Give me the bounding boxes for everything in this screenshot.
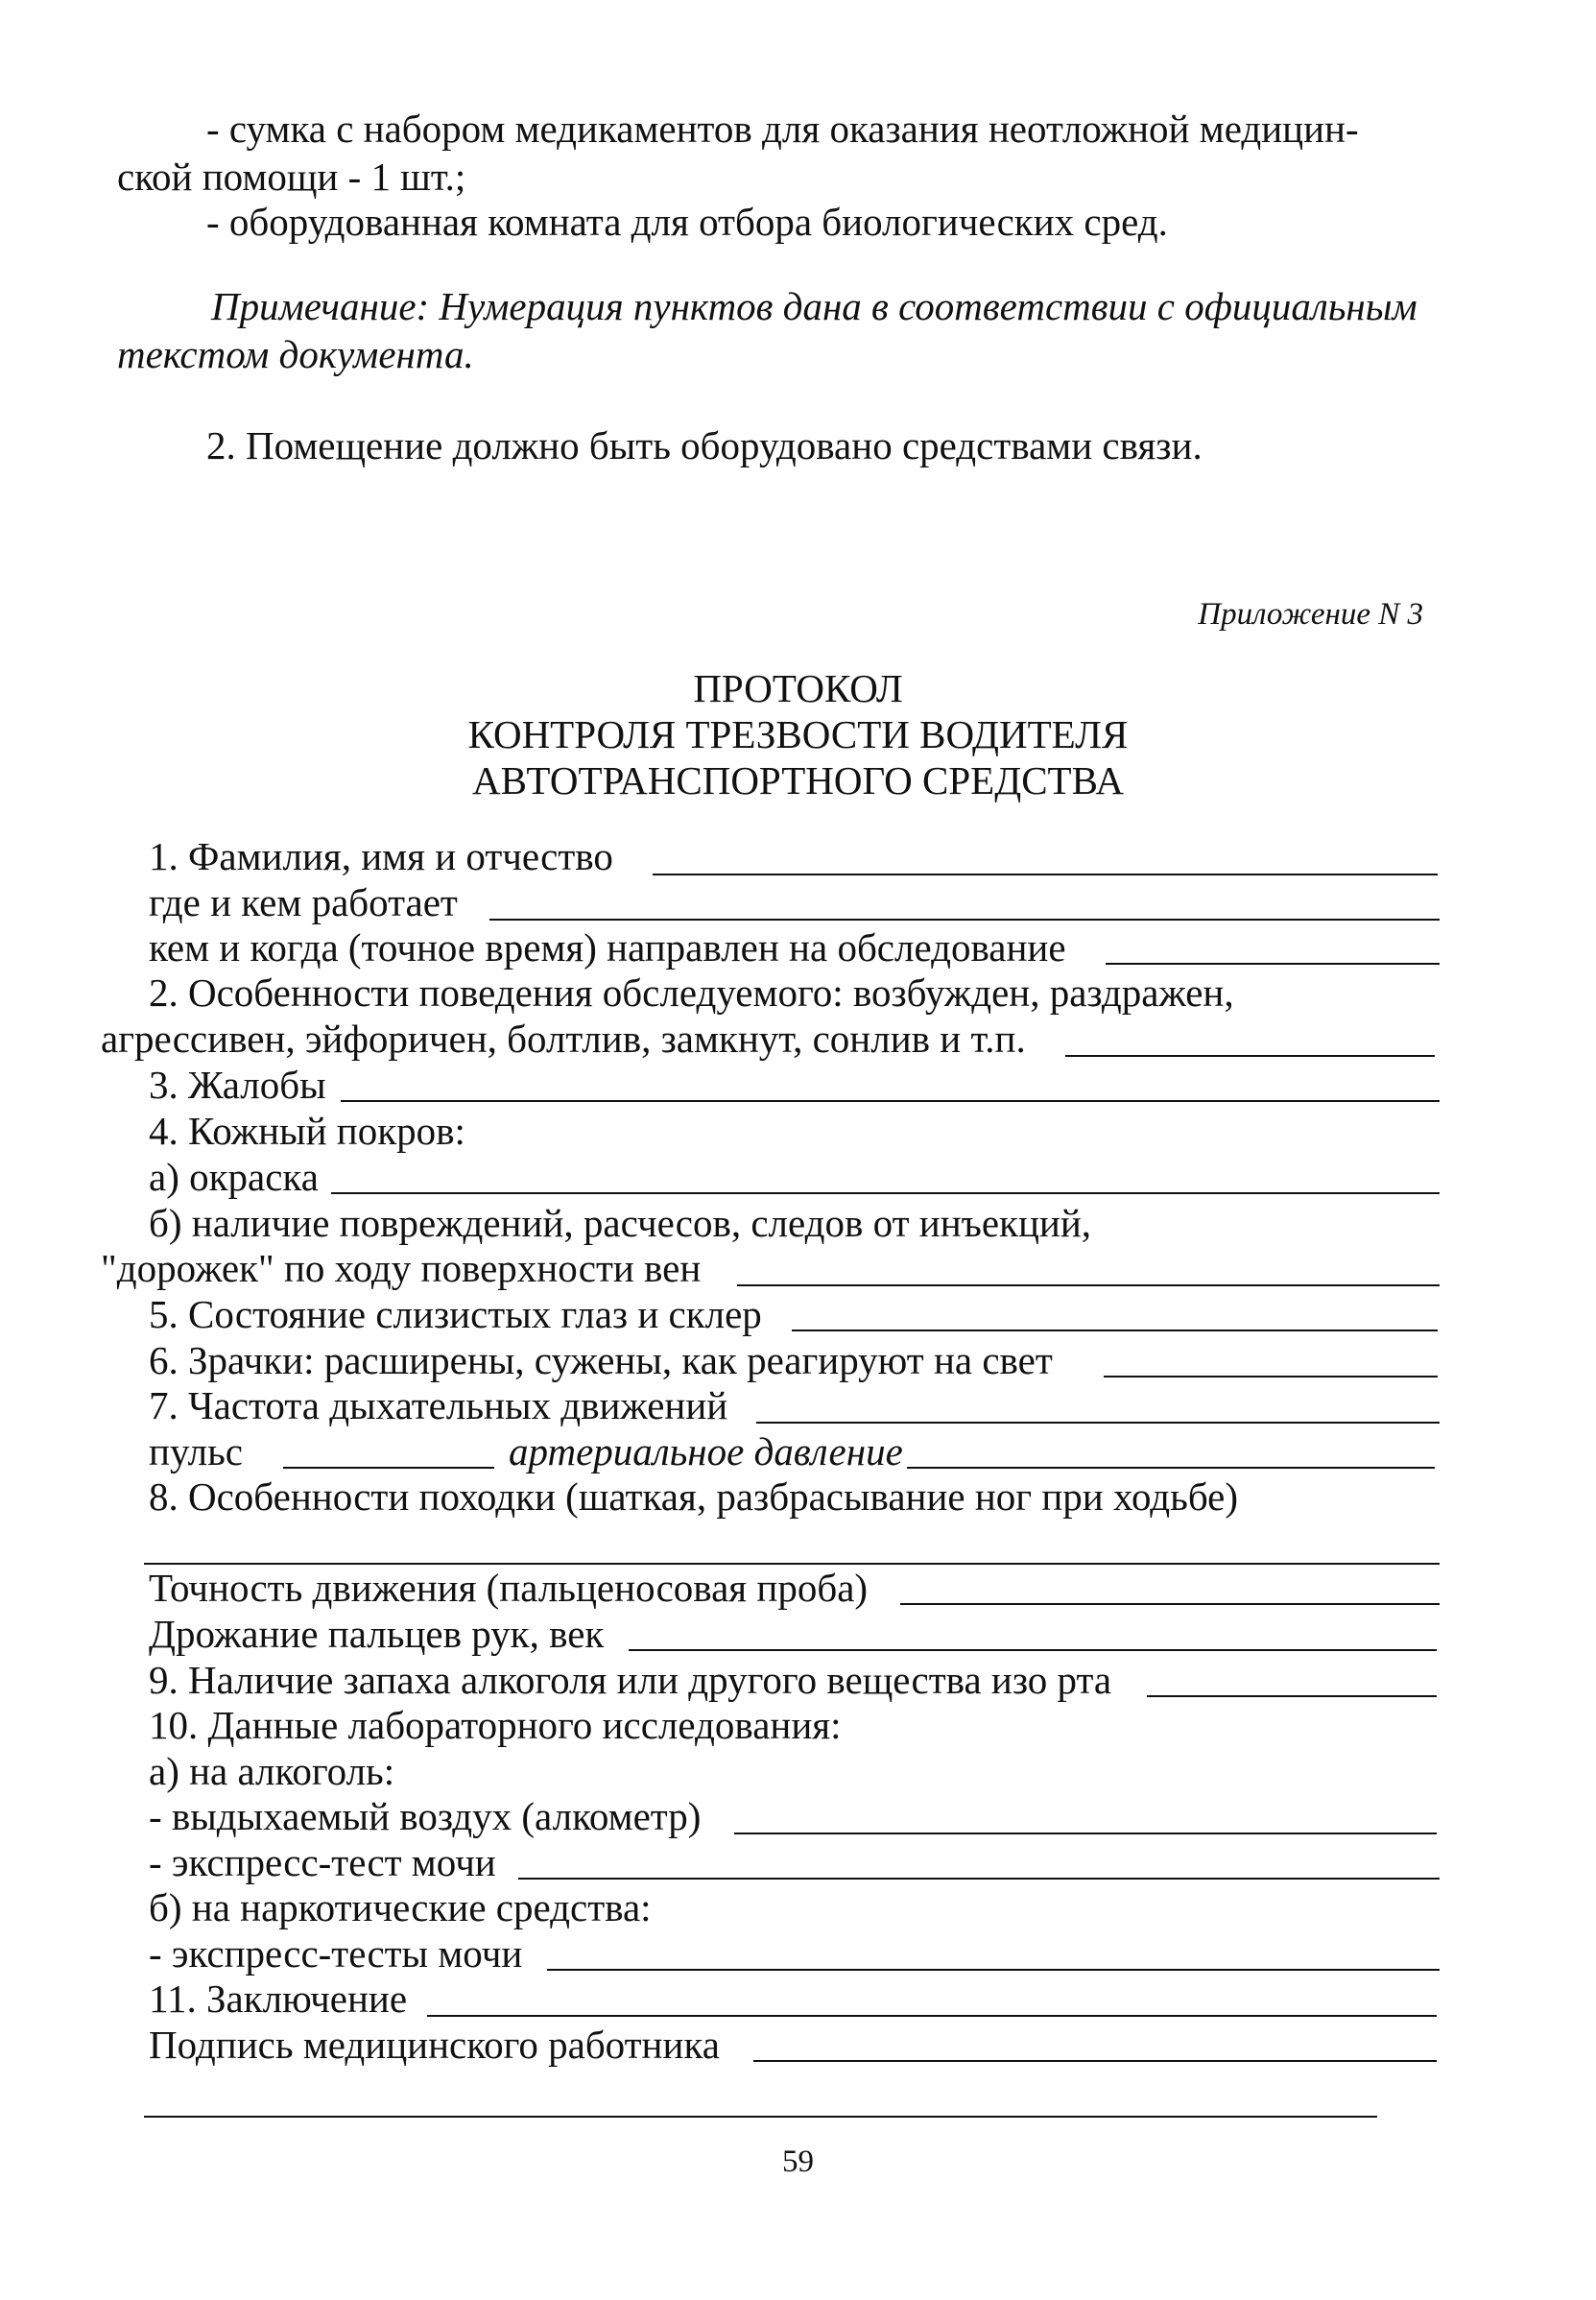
- field-1-work-label: где и кем работает: [149, 880, 458, 924]
- field-8-gait-label: 8. Особенности походки (шаткая, разбрасывание ног при ходьбе): [149, 1474, 1238, 1519]
- field-10a-urine-line[interactable]: [518, 1878, 1440, 1880]
- intro-line-3: - оборудованная комната для отбора биологических сред.: [206, 200, 1168, 244]
- field-4a-color-label: а) окраска: [149, 1155, 319, 1199]
- field-4b-damage-line[interactable]: [737, 1284, 1440, 1286]
- note-line-2: текстом документа.: [117, 332, 474, 376]
- appendix-label: Приложение N 3: [1198, 597, 1423, 632]
- field-5-mucosa-line[interactable]: [792, 1330, 1438, 1331]
- field-10b-urine-line[interactable]: [547, 1969, 1440, 1971]
- field-10a-urine-label: - экспресс-тест мочи: [149, 1840, 496, 1884]
- field-2-behavior-line[interactable]: [1065, 1055, 1435, 1057]
- field-9-odor-label: 9. Наличие запаха алкоголя или другого вещества изо рта: [149, 1658, 1112, 1702]
- field-10-lab-label: 10. Данные лабораторного исследования:: [149, 1703, 842, 1747]
- field-1-referral-label: кем и когда (точное время) направлен на обследование: [149, 925, 1066, 970]
- field-8-precision-line[interactable]: [900, 1603, 1440, 1605]
- field-10a-breath-label: - выдыхаемый воздух (алкометр): [149, 1794, 702, 1838]
- field-1-name-label: 1. Фамилия, имя и отчество: [149, 834, 613, 878]
- field-7-pulse-line[interactable]: [283, 1467, 494, 1469]
- field-11-extra-line[interactable]: [144, 2116, 1377, 2118]
- field-10b-urine-label: - экспресс-тесты мочи: [149, 1931, 523, 1976]
- page-number: 59: [782, 2144, 814, 2179]
- field-7-pressure-label: артериальное давление: [509, 1429, 903, 1473]
- field-8-tremor-label: Дрожание пальцев рук, век: [149, 1612, 605, 1656]
- field-2-behavior-line-2: агрессивен, эйфоричен, болтлив, замкнут, сонлив и т.п.: [101, 1017, 1026, 1061]
- field-5-mucosa-label: 5. Состояние слизистых глаз и склер: [149, 1292, 762, 1336]
- title-line-3: АВТОТРАНСПОРТНОГО СРЕДСТВА: [472, 758, 1124, 803]
- intro-line-2: ской помощи - 1 шт.;: [117, 155, 466, 199]
- field-4-skin-label: 4. Кожный покров:: [149, 1109, 465, 1153]
- field-6-pupils-line[interactable]: [1104, 1376, 1438, 1378]
- field-10b-drugs-label: б) на наркотические средства:: [149, 1885, 652, 1929]
- field-8-tremor-line[interactable]: [629, 1649, 1437, 1651]
- field-10a-breath-line[interactable]: [734, 1833, 1437, 1834]
- field-1-name-line[interactable]: [653, 874, 1438, 875]
- note-line-1: Примечание: Нумерация пунктов дана в соответствии с официальным: [211, 284, 1417, 328]
- field-7-breathing-label: 7. Частота дыхательных движений: [149, 1383, 728, 1427]
- field-4a-color-line[interactable]: [331, 1192, 1440, 1194]
- item-2: 2. Помещение должно быть оборудовано средствами связи.: [206, 423, 1203, 467]
- field-2-behavior-line-1: 2. Особенности поведения обследуемого: возбужден, раздражен,: [149, 970, 1234, 1015]
- field-4b-damage-line-2: "дорожек" по ходу поверхности вен: [101, 1246, 702, 1290]
- title-line-1: ПРОТОКОЛ: [693, 666, 903, 710]
- title-line-2: КОНТРОЛЯ ТРЕЗВОСТИ ВОДИТЕЛЯ: [467, 712, 1129, 756]
- field-8-precision-label: Точность движения (пальценосовая проба): [149, 1566, 869, 1610]
- field-1-referral-line[interactable]: [1106, 963, 1440, 965]
- field-7-pulse-label: пульс: [149, 1429, 243, 1473]
- field-10a-alcohol-label: а) на алкоголь:: [149, 1749, 395, 1793]
- field-6-pupils-label: 6. Зрачки: расширены, сужены, как реагируют на свет: [149, 1338, 1053, 1382]
- field-1-work-line[interactable]: [489, 919, 1440, 921]
- field-9-odor-line[interactable]: [1147, 1695, 1437, 1697]
- intro-line-1: - сумка с набором медикаментов для оказания неотложной медицин-: [206, 107, 1359, 151]
- field-7-breathing-line[interactable]: [756, 1422, 1440, 1424]
- field-3-complaints-label: 3. Жалобы: [149, 1063, 326, 1107]
- field-11-conclusion-label: 11. Заключение: [149, 1977, 408, 2021]
- field-11-conclusion-line[interactable]: [427, 2015, 1437, 2017]
- field-7-pressure-line[interactable]: [907, 1467, 1435, 1469]
- field-11-signature-label: Подпись медицинского работника: [149, 2023, 720, 2067]
- field-11-signature-line[interactable]: [753, 2060, 1437, 2062]
- field-3-complaints-line[interactable]: [341, 1100, 1440, 1102]
- field-4b-damage-line-1: б) наличие повреждений, расчесов, следов от инъекций,: [149, 1201, 1092, 1245]
